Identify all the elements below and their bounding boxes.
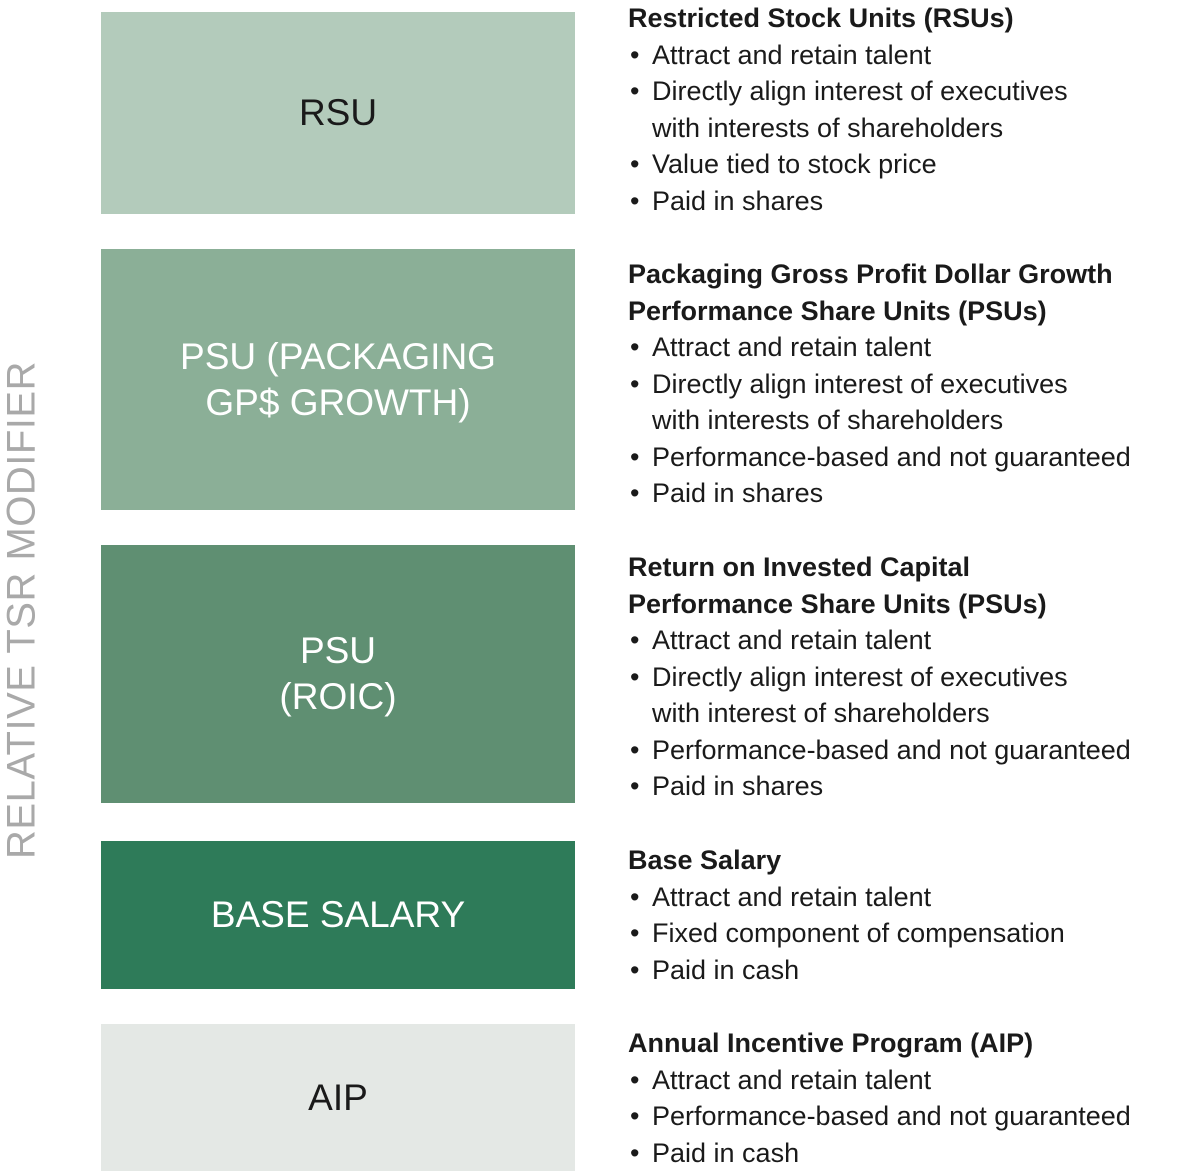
bullet-item: • Performance-based and not guaranteed [628, 1098, 1193, 1135]
bullet-list [628, 879, 1193, 989]
bullet-item: • Paid in cash [628, 952, 1193, 989]
bullet-item: • Directly align interest of executives [628, 659, 1193, 696]
bullet-item: • Attract and retain talent [628, 329, 1193, 366]
psu-packaging-box [101, 249, 575, 510]
box-label-line: GP$ GROWTH) [205, 381, 471, 423]
rsu-description [628, 0, 1193, 219]
bullet-list [628, 329, 1193, 512]
base-salary-description [628, 842, 1193, 988]
description-title: Base Salary [628, 845, 782, 875]
box-label-line: RSU [298, 92, 378, 133]
relative-tsr-modifier-label: RELATIVE TSR MODIFIER [0, 361, 44, 859]
bullet-item: • Fixed component of compensation [628, 915, 1193, 952]
bullet-item: • Paid in cash [628, 1135, 1193, 1172]
box-label-line: PSU (PACKAGING [180, 335, 496, 377]
box-label-line: (ROIC) [279, 676, 397, 717]
base-salary-box [101, 841, 575, 989]
description-title: Restricted Stock Units (RSUs) [628, 3, 1014, 33]
bullet-item: • Performance-based and not guaranteed [628, 732, 1193, 769]
aip-description [628, 1025, 1193, 1171]
description-title: Performance Share Units (PSUs) [628, 295, 1047, 326]
bullet-item: • Directly align interest of executives [628, 366, 1193, 403]
bullet-item: • Attract and retain talent [628, 622, 1193, 659]
bullet-item: • Directly align interest of executives [628, 73, 1193, 110]
psu-packaging-description [628, 256, 1193, 512]
bullet-item-continuation: with interests of shareholders [652, 405, 1004, 435]
description-title: Performance Share Units (PSUs) [628, 588, 1047, 619]
psu-roic-description [628, 549, 1193, 805]
description-title: Return on Invested Capital [628, 552, 971, 582]
bullet-item-continuation: with interest of shareholders [652, 698, 990, 728]
description-title: Packaging Gross Profit Dollar Growth [628, 259, 1113, 289]
bullet-item: • Paid in shares [628, 768, 1193, 805]
bullet-list [628, 1062, 1193, 1172]
bullet-item: • Attract and retain talent [628, 879, 1193, 916]
bullet-list [628, 37, 1193, 220]
bullet-item: • Attract and retain talent [628, 1062, 1193, 1099]
psu-roic-box [101, 545, 575, 803]
bullet-item: • Performance-based and not guaranteed [628, 439, 1193, 476]
bullet-list [628, 622, 1193, 805]
bullet-item: • Paid in shares [628, 475, 1193, 512]
bullet-item: • Paid in shares [628, 183, 1193, 220]
bullet-item-continuation: with interests of shareholders [652, 112, 1004, 143]
bullet-item: • Value tied to stock price [628, 146, 1193, 183]
description-title: Annual Incentive Program (AIP) [628, 1028, 1034, 1058]
box-label-line: PSU [299, 630, 377, 671]
box-label-line: BASE SALARY [210, 894, 466, 935]
rsu-box [101, 12, 575, 214]
aip-box [101, 1024, 575, 1171]
box-label-line: AIP [308, 1076, 368, 1118]
bullet-item: • Attract and retain talent [628, 37, 1193, 74]
